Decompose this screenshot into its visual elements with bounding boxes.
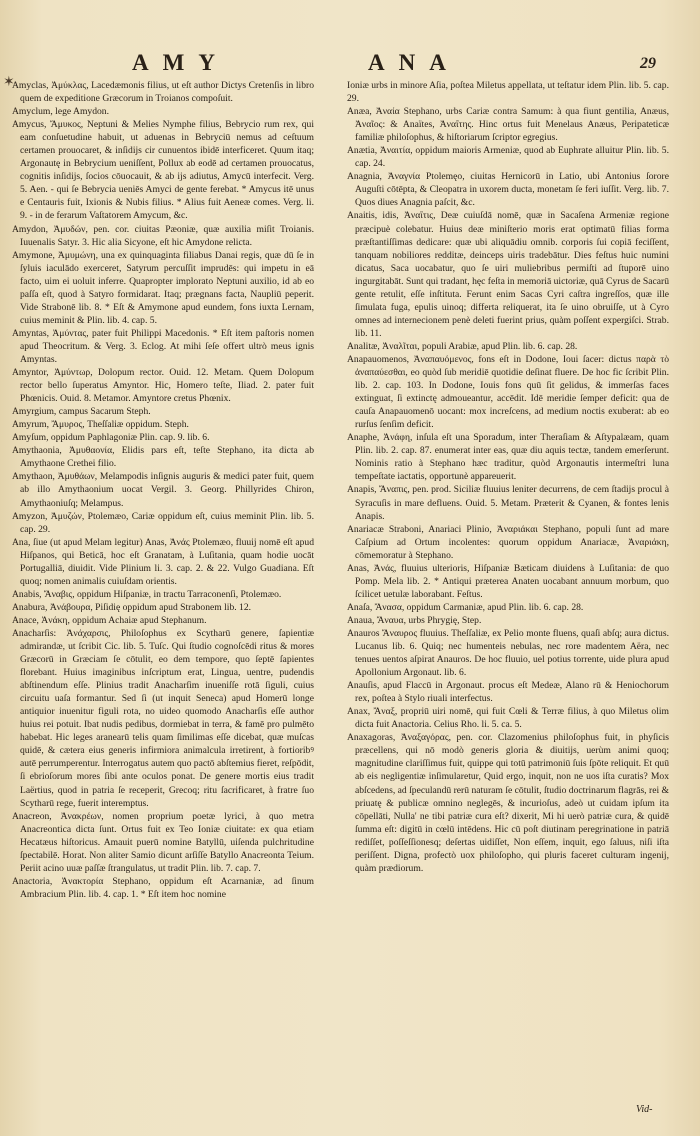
running-head-right: ANA <box>368 50 460 75</box>
entry-amyntor: Amyntor, Ἀμύντωρ, Dolopum rector. Ouid. 12. Metam. Quem Dolopum rector bello ſuperatus Amyntor. Hic, Homero teſte, Iliad. 2. pater fuit Phœnicis. Ouid. 8. Metamor. Amyntore cretus Phœnix. <box>12 367 314 405</box>
entry-anactoria: Anactoria, Ἀνακτορία Stephano, oppidum eſt Acarnaniæ, ad ſinum Ambracium Plin. lib. 4. cap. 1. * Eſt item hoc nomine <box>12 875 314 900</box>
left-column <box>12 79 314 1119</box>
entry-amyclum: Amyclum, lege Amydon. <box>12 106 109 118</box>
entry-anagnia: Anagnia, Ἀναγνία Ptolemęo, ciuitas Hernicorū in Latio, ubi Antonius ſorore Auguſti cōtēpta, & Cleopatra in uxorem ducta, monetam ſe feri iuſſit. Verg. lib. 7. Quos diues Anagnia paſcit, &c. <box>347 171 669 209</box>
entry-amycus: Amycus, Ἄμυκος, Neptuni & Melies Nymphe filius, Bebrycio rum rex, qui eam conſuetudine habuit, ut aduenas in Bebryciū nemus ad ceſtuum certamen prouocaret, & inſidijs cir cunuentos ibidē interficeret. Quum itaq; Argonautę in Bebrycium ueniſſent, Pollux ab eodē ad certamen prouocatus, cognitis inſidijs, ſocios cōuocauit, & ab ijs adiutus, Amycū interfecit. Verg. 5. Aen. - qui ſe Bebrycia ueniēs Amyci de gente ferebat. * Amycus itē unus e Centauris fuit, Ixionis & Nubis filius. * Alius fuit Aeneæ comes. Verg. li. 9. - in de ferarum Vaſtatorem Amycum, &c. <box>12 119 314 222</box>
running-head-left: AMY <box>132 50 229 75</box>
right-column <box>347 79 669 1119</box>
entry-anapis: Anapis, Ἄναπις, pen. prod. Siciliæ fluuius leniter decurrens, de cem ſtadijs procul à Syracuſis in mare defluens. Ouid. 5. Metam. Præterit & Cyanen, & fontes lenis Anapis. <box>347 484 669 522</box>
entry-amyzon: Amyzon, Ἀμυζών, Ptolemæo, Cariæ oppidum eſt, cuius meminit Plin. lib. 5. cap. 29. <box>12 510 314 535</box>
entry-anabura: Anabura, Ἀνάβουρα, Piſidię oppidum apud Strabonem lib. 12. <box>12 601 252 613</box>
entry-anabis: Anabis, Ἄναβις, oppidum Hiſpaniæ, in tractu Tarraconenſi, Ptolemæo. <box>12 588 282 600</box>
entry-amyrum: Amyrum, Ἄμυρος, Theſſaliæ oppidum. Steph. <box>12 419 189 431</box>
entry-anas: Anas, Ἀνάς, fluuius ulterioris, Hiſpaniæ Bæticam diuidens à Luſitania: de quo Pomp. Mela lib. 2. * Antiqui præterea Anaten uocabant annuum morbum, quo ſcilicet uetulæ laborabant. Feſtus. <box>347 562 669 600</box>
entry-anasa: Anaſa, Ἄνασα, oppidum Carmaniæ, apud Plin. lib. 6. cap. 28. <box>347 601 584 613</box>
entry-amysum: Amyſum, oppidum Paphlagoniæ Plin. cap. 9. lib. 6. <box>12 432 210 444</box>
entry-amythaonia: Amythaonia, Ἀμυθαονία, Elidis pars eſt, teſte Stephano, ita dicta ab Amythaone Crethei filio. <box>12 445 314 470</box>
margin-mark: ✶ <box>3 75 15 90</box>
entry-amythaon: Amythaon, Ἀμυθάων, Melampodis inſignis auguris & medici pater fuit, quem ab illo Amythaonium uocat Vergil. 3. Georg. Phillyrides Chiron, Amythaoniuſq; Melampus. <box>12 471 314 509</box>
entry-anace: Anace, Ἀνάκη, oppidum Achaiæ apud Stephanum. <box>12 614 207 626</box>
entry-amyrgium: Amyrgium, campus Sacarum Steph. <box>12 406 151 418</box>
entry-amydon: Amydon, Ἀμυδών, pen. cor. ciuitas Pæoniæ, quæ auxilia miſit Troianis. Iuuenalis Satyr. 3. Hic alia Sicyone, eſt hic Amydone relicta. <box>12 223 314 248</box>
entry-ana: Ana, ſiue (ut apud Melam legitur) Anas, Ἀνάς Ptolemæo, fluuij nomē eſt apud Hiſpanos, qui Beticā, hoc eſt Granatam, à Luſitania, quam hodie uocāt Portugalliā, diuidit. Vide Plinium li. 3. cap. 2. & 22. Vulgo Guadiana. Eſt quoq; nomen animalis cuiuſdam orientis. <box>12 536 314 587</box>
page-number: 29 <box>640 55 656 72</box>
entry-amyntas: Amyntas, Ἀμύντας, pater fuit Philippi Macedonis. * Eſt item paſtoris nomen apud Theocritum. & Verg. 3. Eclog. At mihi ſeſe offert ultrò meus ignis Amyntas. <box>12 327 314 365</box>
entry-continuation: Ioniæ urbs in minore Aſia, poſtea Miletus appellata, ut teſtatur idem Plin. lib. 5. cap. 29. <box>347 80 669 105</box>
entry-anariacae: Anariacæ Straboni, Anariaci Plinio, Ἀναριάκαι Stephano, populi ſunt ad mare Caſpium ad Ortum incolentes: quorum oppidum Anariacæ, Ἀναριάκη, cōmemoratur à Stephano. <box>347 523 669 561</box>
entry-anaxagoras: Anaxagoras, Ἀναξαγόρας, pen. cor. Clazomenius philoſophus fuit, in phyſicis præcellens, qui nō modò generis gloria & diuitijs, uerùm animi quoq; magnitudine clariſſimus fuit, quippe qui totū patrimoniū ſuis ſpōte reliquit. Et quū ab eis negligentiæ inſimularetur, Quid ergo, inquit, non ne uos iſta curatis? Mox abſcedens, ad ſpeculandū rerū naturam ſe cōtulit, ſtudio doctrinarum flagrās, rei & priuatę & publicæ omnino neglegēs, & incurioſus, adeò ut cuidam ipſum ita cōpellāti, Nulla' ne tibi patriæ cura eſt? dixerit, Mi hi uerò patriæ cura, & quidē ſumma eſt: digitū in cœlū intēdens. Hic cū poſt diutinam peregrinatione in patriā rediſſet, poſſeſſionesq; deſertas uidiſſet, Non eſſem, inquit, ego ſaluus, niſi iſta periſſent. Digna, profectò uox philoſopho, qui pluris faceret culturam ingenij, quàm prædiorum. <box>347 732 669 874</box>
entry-anacharsis: Anacharſis: Ἀνάχαρσις, Philoſophus ex Scytharū genere, ſapientiæ admirandæ, ut ſcribit Cic. lib. 5. Tuſc. Qui ſtudio cognoſcēdi ritus & mores Græcorū in Græciam ſe cōtulit, eo dem tempore, quo ſeptē ſapientes florebant. Huius imaginibus inſcriptum erat, Lingua, uentre, pudendis abſtinendum eſſe. Plinius tradit Anacharſim inueniſſe rotā ſiguli, cuius circuitu uaſa formantur. Sed ſi (ut inquit Seneca) apud Homerū longe antiquior inuenitur figuli rota, no uideo quomodo Anacharſis eſſe author huius rei potuit. Ibat nudis pedibus, dormiebat in terra, & famē pro pulmēto habebat. Hic leges aranearū telis quam ſimilimas eſſe dicebat, quæ muſcas quidē, & cætera eius generis infirmiora animalcula irretirent, à fortioribꝰ autē perrumperentur. Interrogatus autem quo pactō abſtemius fieret, reſpōdit, ſi ebrioſorum mores ſibi ante oculos ponat. De genere mortis eius tradit Laërtius, quod in patria ſe receperit, Grecoq; ritu ſacrificaret, à fratre ſuo Scytharū rege, fuerit interemptus. <box>12 627 314 809</box>
entry-anausis: Anauſis, apud Flaccū in Argonaut. procus eſt Medeæ, Alano rū & Heniochorum rex, poſtea à Stylo riuali interfectus. <box>347 680 669 705</box>
entry-anaea: Anæa, Ἀναία Stephano, urbs Cariæ contra Samum: à qua fiunt gentilia, Anæus, Ἀναῖος: & Anaïtes, Ἀναΐτης. Hinc ortus fuit Menelaus Anæus, Peripateticæ familiæ philoſophus, & hiſtoriarum ſcriptor egregius. <box>347 106 669 144</box>
entry-anaphe: Anaphe, Ἀνάφη, inſula eſt una Sporadum, inter Theraſiam & Aſtypalæam, quam Plin. lib. 2. cap. 87. enumerat inter eas, quæ diu aquis tectæ, tandem emerſerunt. Nominis ratio à Stephano hæc traditur, quòd Argonautis intermeſtri luna tempeſtate iactatis, opportunè appareuerit. <box>347 432 669 483</box>
catchword: Vid- <box>636 1104 653 1115</box>
entry-anapauomenos: Anapauomenos, Ἀναπαυόμενος, fons eſt in Dodone, Ioui ſacer: dictus παρὰ τὸ ἀναπαύεσθαι, eo quòd ſub meridiē quotidie deſinat fluere. De hoc fic ſcribit Plin. lib. 2. cap. 103. In Dodone, Iouis fons quū ſit gelidus, & immerſas faces extinguat, ſi extinctę admoueantur, accēdit. Idē meridie ſemper deficit: qua de cauſa Anapauomenō uocant: mox increſcens, ad medium noctis exuberat: ab eo rurſus ſenſim deficit. <box>347 353 669 431</box>
entry-amymone: Amymone, Ἀμυμώνη, una ex quinquaginta filiabus Danai regis, quæ dū ſe in ſyluis iaculādo exerceret, Satyrum percuſſit imprudēs: qui impetu in eā facto, uim ei uoluit inferre. Quapropter implorato Neptuni auxilio, id ab eo paſſa eſt, quod à Satyro formidarat. Itaq; prægnans facta, Naupliū peperit. Vide Strabonē lib. 8. * Eſt & Amymone apud eundem, fons iuxta Lernam, cuius meminit & Plin. lib. 4. cap. 5. <box>12 249 314 326</box>
entry-anacreon: Anacreon, Ἀνακρέων, nomen proprium poetæ lyrici, à quo metra Anacreontica dicta ſunt. Ortus fuit ex Teo Ioniæ ciuitate: ex qua etiam Hecatæus hiſtoricus. Amauit puerū nomine Batyllū, uiſenda pulchritudine ſpectabilē. Horat. Non aliter Samio dicunt arſiſſe Batyllo Anacreonta Teium. Periit acino uuæ paſſæ ſtrangulatus, ut tradit Plin. lib. 7. cap. 7. <box>12 810 314 874</box>
entry-amyclas: Amyclas, Ἀμύκλας, Lacedæmonis filius, ut eſt author Dictys Cretenſis in libro quem de expeditione Græcorum in Troianos compoſuit. <box>12 80 314 105</box>
entry-anaetia: Anætia, Ἀναιτία, oppidum maioris Armeniæ, quod ab Euphrate alluitur Plin. lib. 5. cap. 24. <box>347 145 669 170</box>
entry-anauros: Anauros Ἄναυρος fluuius. Theſſaliæ, ex Pelio monte fluens, quaſi abſq; aura dictus. Lucanus lib. 6. Quiq; nec humenteis nebulas, nec rore madentem Aëra, nec tenues uentos aſpirat Anauros. De hoc fluuio, uel potius torrente, uide plura apud Apollonium Argonaut. lib. 6. <box>347 627 669 679</box>
entry-anaitis: Anaitis, idis, Ἀναΐτις, Deæ cuiuſdā nomē, quæ in Sacaſena Armeniæ regione præcipuè colebatur. Huius deæ miniſterio moris erat optimatū filias forma præſtantiſſimas dedicare: quæ ubi aliquādiu omnib. corporis ſui copiā feciſſent, tanquam nobiliores redditæ, deinceps uiris tradebātur. Dies feſtus huic numini dicatus, Saca uocabatur, quo ſe uiri muliebribus permiſti ad ſtuporē uino ingurgitabāt. Sunt qui tradant, hęc feſta in memoriā uictoriæ, quā Cyrus de Sacarū gente retulit, eſſe inſtituta. Ferunt enim Sacas Cyri caſtra ingreſſos, quæ ille ſimulata fuga, epulis uinoq; differta reliquerat, ita ſe uino obruiſſe, ut à Cyro omnes ad internecionem penè deleti fuerint prius, quàm poſſent expergiſci. Strab. lib. 11. <box>347 210 669 339</box>
entry-anax: Anax, Ἄναξ, propriū uiri nomē, qui fuit Cœli & Terræ filius, à quo Miletus olim dicta fuit Anactoria. Celius Rho. li. 5. ca. 5. <box>347 706 669 731</box>
entry-anaua: Anaua, Ἄναυα, urbs Phrygię, Step. <box>347 614 482 626</box>
entry-analitae: Analitæ, Ἀναλῖται, populi Arabiæ, apud Plin. lib. 6. cap. 28. <box>347 340 578 352</box>
